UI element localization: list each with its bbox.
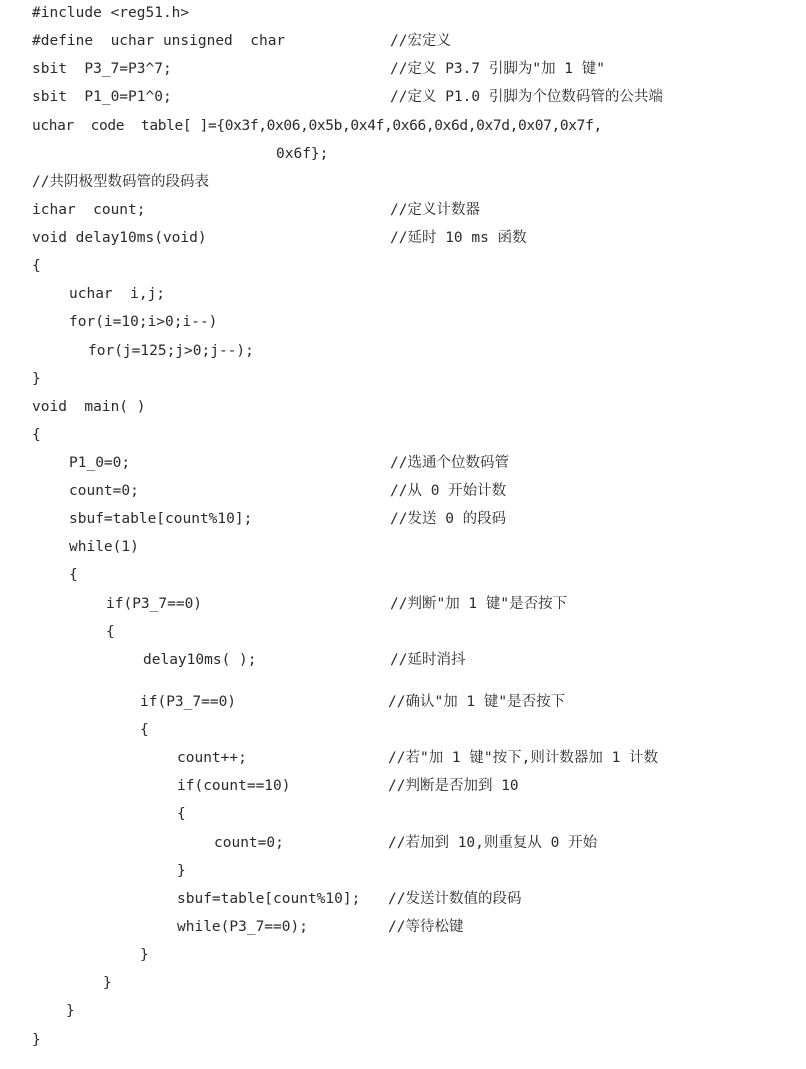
code-comment: //延时消抖 <box>390 652 466 668</box>
code-comment: //确认"加 1 键"是否按下 <box>388 694 566 710</box>
code-comment: //选通个位数码管 <box>390 455 509 471</box>
code-comment: //定义 P1.0 引脚为个位数码管的公共端 <box>390 89 663 105</box>
code-text: if(count==10) <box>177 778 291 794</box>
code-text: { <box>69 567 78 583</box>
code-text: delay10ms( ); <box>143 652 257 668</box>
code-comment: //若加到 10,则重复从 0 开始 <box>388 835 598 851</box>
code-comment: //宏定义 <box>390 33 451 49</box>
code-comment: //定义计数器 <box>390 202 480 218</box>
code-text: #include <reg51.h> <box>32 5 190 21</box>
code-text: { <box>32 427 41 443</box>
code-text: for(j=125;j>0;j--); <box>88 343 254 359</box>
code-text: ichar count; <box>32 202 146 218</box>
code-comment: //定义 P3.7 引脚为"加 1 键" <box>390 61 605 77</box>
code-text: } <box>66 1003 75 1019</box>
code-text: { <box>140 722 149 738</box>
code-comment: //延时 10 ms 函数 <box>390 230 527 246</box>
code-text: uchar i,j; <box>69 286 166 302</box>
code-text: P1_0=0; <box>69 455 131 471</box>
code-comment: //判断"加 1 键"是否按下 <box>390 596 568 612</box>
code-text: } <box>103 975 112 991</box>
code-text: uchar code table[ ]={0x3f,0x06,0x5b,0x4f,0x66,0x6d,0x7d,0x07,0x7f, <box>32 118 602 134</box>
code-text: if(P3_7==0) <box>106 596 203 612</box>
code-text: { <box>177 806 186 822</box>
code-text: 0x6f}; <box>276 146 329 162</box>
code-text: } <box>32 1032 41 1048</box>
code-text: { <box>106 624 115 640</box>
code-text: if(P3_7==0) <box>140 694 237 710</box>
code-text: sbit P1_0=P1^0; <box>32 89 172 105</box>
code-text: void delay10ms(void) <box>32 230 207 246</box>
code-text: } <box>32 371 41 387</box>
code-text: while(1) <box>69 539 139 555</box>
code-text: } <box>140 947 149 963</box>
code-text: sbit P3_7=P3^7; <box>32 61 172 77</box>
code-text: sbuf=table[count%10]; <box>69 511 253 527</box>
code-comment: //从 0 开始计数 <box>390 483 507 499</box>
code-text: } <box>177 863 186 879</box>
code-text: count++; <box>177 750 247 766</box>
code-comment: //等待松键 <box>388 919 464 935</box>
code-comment: //若"加 1 键"按下,则计数器加 1 计数 <box>388 750 659 766</box>
code-text: count=0; <box>214 835 284 851</box>
code-text: for(i=10;i>0;i--) <box>69 314 218 330</box>
code-text: while(P3_7==0); <box>177 919 308 935</box>
code-text: count=0; <box>69 483 139 499</box>
code-text: { <box>32 258 41 274</box>
code-comment: //判断是否加到 10 <box>388 778 519 794</box>
code-text: void main( ) <box>32 399 146 415</box>
code-text: //共阴极型数码管的段码表 <box>32 174 209 190</box>
code-comment: //发送 0 的段码 <box>390 511 507 527</box>
code-comment: //发送计数值的段码 <box>388 891 522 907</box>
code-text: #define uchar unsigned char <box>32 33 286 49</box>
code-text: sbuf=table[count%10]; <box>177 891 361 907</box>
